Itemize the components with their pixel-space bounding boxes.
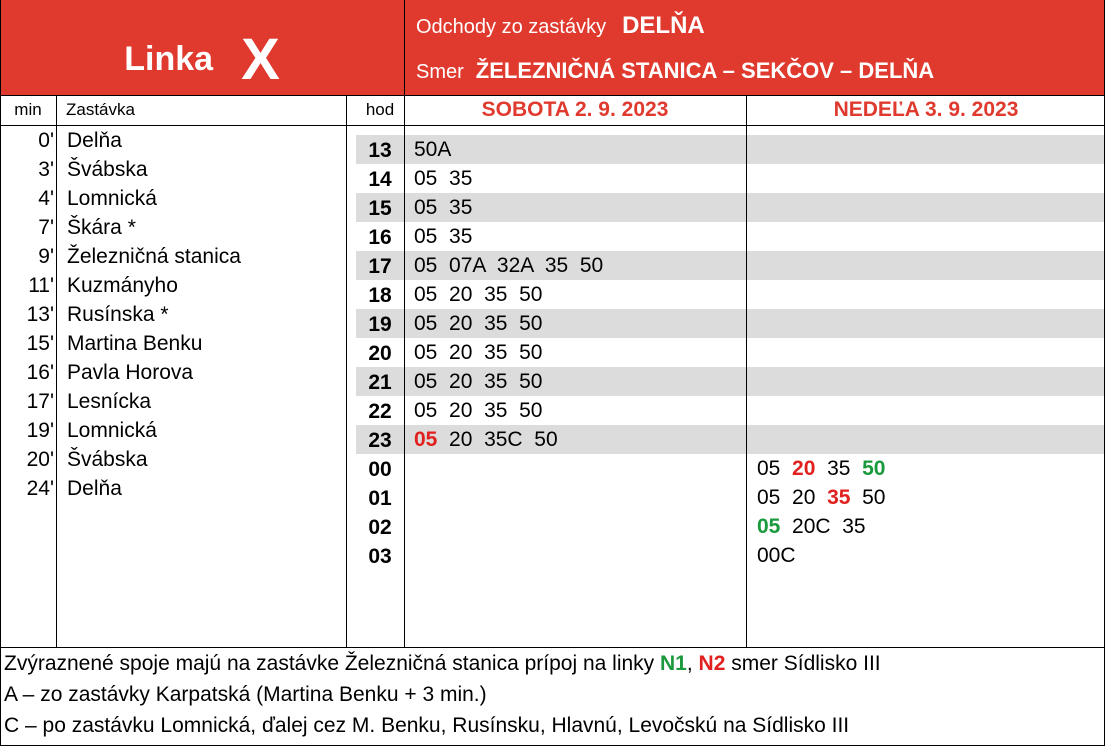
saturday-cell	[404, 396, 746, 425]
line-n2-label: N2	[698, 652, 726, 675]
departure-minute: 20	[792, 457, 816, 480]
sunday-departures	[757, 544, 796, 568]
departure-minute: 20C	[792, 515, 831, 538]
sunday-cell	[747, 309, 1105, 338]
stop-name: Švábska	[67, 448, 148, 471]
departure-minute: 50	[519, 341, 543, 364]
footnote-connections-direction: smer Sídlisko III	[725, 652, 881, 675]
departure-minute: 35	[449, 167, 473, 190]
departure-minute: 35	[484, 399, 508, 422]
rule-min-column	[56, 95, 57, 647]
stop-row	[0, 445, 346, 474]
saturday-cell	[404, 338, 746, 367]
departure-minute: 35	[484, 370, 508, 393]
departure-minute: 35	[827, 457, 851, 480]
saturday-departures	[414, 370, 542, 394]
hour-label: 03	[368, 545, 392, 568]
hour-label: 19	[356, 309, 404, 338]
stop-name: Pavla Horova	[67, 361, 194, 384]
rule-table-bottom	[0, 647, 1105, 648]
saturday-cell	[404, 135, 746, 164]
departure-minute: 20	[792, 486, 816, 509]
departure-minute: 05	[757, 486, 781, 509]
saturday-cell	[404, 164, 746, 193]
departure-minute: 05	[414, 312, 438, 335]
line-label: Linka	[124, 40, 214, 78]
stop-row	[0, 126, 346, 155]
departure-minute: 35	[827, 486, 851, 509]
departure-minute: 50	[519, 399, 543, 422]
sunday-cell	[747, 483, 1105, 512]
departure-minute: 05	[757, 457, 781, 480]
stop-name: Švábska	[67, 158, 148, 181]
saturday-departures	[414, 138, 451, 162]
schedule-row	[356, 280, 1105, 309]
saturday-departures	[414, 225, 472, 249]
stop-row	[0, 387, 346, 416]
sunday-cell	[747, 135, 1105, 164]
line-n1-label: N1	[660, 652, 687, 675]
departure-minute: 35C	[484, 428, 523, 451]
saturday-departures	[414, 341, 542, 365]
departure-minute: 05	[757, 515, 781, 538]
stop-row	[0, 271, 346, 300]
hour-label: 23	[356, 425, 404, 454]
hour-label: 22	[368, 400, 392, 423]
departure-minute: 05	[414, 167, 438, 190]
stop-row	[0, 416, 346, 445]
departures-label: Odchody zo zastávky	[416, 16, 607, 38]
departure-minute: 50	[519, 283, 543, 306]
sunday-cell	[747, 338, 1105, 367]
stop-minutes: 3'	[38, 158, 54, 181]
departure-minute: 20	[449, 312, 473, 335]
stop-minutes: 24'	[26, 477, 54, 500]
stop-name: Lomnická	[67, 187, 157, 210]
departure-minute: 50	[534, 428, 558, 451]
stop-row	[0, 300, 346, 329]
departure-minute: 07A	[449, 254, 486, 277]
stop-row	[0, 329, 346, 358]
departure-minute: 05	[414, 254, 438, 277]
stop-minutes: 9'	[38, 245, 54, 268]
departure-minute: 05	[414, 225, 438, 248]
schedule-row	[356, 251, 1105, 280]
departure-minute: 35	[484, 341, 508, 364]
stop-minutes: 16'	[26, 361, 54, 384]
saturday-departures	[414, 167, 472, 191]
stop-name: Martina Benku	[67, 332, 203, 355]
stop-minutes: 11'	[28, 274, 54, 297]
stop-row	[0, 242, 346, 271]
saturday-cell	[404, 251, 746, 280]
sunday-cell	[747, 222, 1105, 251]
departures-line	[416, 12, 705, 40]
sunday-cell	[747, 367, 1105, 396]
stop-name: Rusínska *	[67, 303, 169, 326]
departure-minute: 00C	[757, 544, 796, 567]
saturday-cell	[404, 280, 746, 309]
saturday-departures	[414, 428, 558, 452]
departure-minute: 05	[414, 196, 438, 219]
saturday-cell	[404, 193, 746, 222]
schedule-row	[356, 454, 1105, 483]
stop-row	[0, 184, 346, 213]
direction-label: Smer	[416, 61, 464, 83]
sunday-cell	[747, 251, 1105, 280]
footnote-a: A – zo zastávky Karpatská (Martina Benku + 3 min.)	[4, 683, 487, 706]
hour-label: 13	[356, 135, 404, 164]
departure-minute: 05	[414, 370, 438, 393]
departure-minute: 35	[449, 196, 473, 219]
sunday-cell	[747, 164, 1105, 193]
hour-label: 17	[356, 251, 404, 280]
stop-header	[404, 0, 1105, 95]
hour-label: 20	[368, 342, 392, 365]
line-header	[0, 0, 404, 95]
sunday-cell	[747, 541, 1105, 570]
departure-minute: 35	[449, 225, 473, 248]
departure-minute: 05	[414, 428, 438, 451]
departure-minute: 35	[544, 254, 569, 277]
stop-name: Delňa	[67, 129, 122, 152]
hour-label: 01	[368, 487, 392, 510]
saturday-cell	[404, 367, 746, 396]
line-title	[0, 26, 404, 93]
departure-minute: 50	[519, 370, 543, 393]
saturday-departures	[414, 196, 472, 220]
stop-row	[0, 213, 346, 242]
sunday-cell	[747, 425, 1105, 454]
departure-minute: 50	[579, 254, 604, 277]
rule-stop-column	[346, 95, 347, 647]
direction-line	[416, 58, 934, 84]
schedule-row	[356, 483, 1105, 512]
departure-minute: 35	[484, 283, 508, 306]
hour-label: 15	[356, 193, 404, 222]
departure-minute: 32A	[496, 254, 534, 277]
column-header-stop: Zastávka	[66, 100, 135, 119]
rule-hour-column	[404, 0, 405, 647]
column-header-sunday: NEDEĽA 3. 9. 2023	[833, 98, 1019, 121]
stop-row	[0, 474, 346, 503]
schedule-row	[356, 338, 1105, 367]
saturday-departures	[414, 399, 542, 423]
rule-day-divider	[746, 95, 747, 647]
stop-minutes: 7'	[38, 216, 54, 239]
departure-minute: 20	[449, 370, 473, 393]
saturday-cell	[404, 309, 746, 338]
stop-minutes: 0'	[38, 129, 54, 152]
stop-name: Lesnícka	[67, 390, 152, 413]
saturday-cell	[404, 512, 746, 541]
departure-minute: 50	[862, 457, 886, 480]
schedule-row	[356, 309, 1105, 338]
stop-row	[0, 358, 346, 387]
stop-minutes: 4'	[38, 187, 54, 210]
stop-minutes: 19'	[26, 419, 54, 442]
saturday-cell	[404, 222, 746, 251]
sunday-departures	[757, 515, 866, 539]
rule-columns-bottom	[0, 125, 1105, 126]
hour-label: 00	[368, 458, 392, 481]
stop-row	[0, 155, 346, 184]
departure-minute: 05	[414, 399, 438, 422]
sunday-cell	[747, 396, 1105, 425]
schedule-row	[356, 164, 1105, 193]
schedule-row	[356, 512, 1105, 541]
hour-label: 14	[368, 168, 392, 191]
line-number: X	[241, 27, 280, 92]
hour-label: 21	[356, 367, 404, 396]
departure-minute: 50	[862, 486, 886, 509]
departure-minute: 50A	[414, 138, 452, 161]
saturday-departures	[414, 254, 603, 278]
stop-name: Lomnická	[67, 419, 157, 442]
departure-minute: 20	[449, 341, 473, 364]
footnote-separator: ,	[686, 652, 699, 675]
departure-minute: 50	[519, 312, 543, 335]
schedule-row	[356, 396, 1105, 425]
saturday-cell	[404, 483, 746, 512]
stop-minutes: 15'	[26, 332, 54, 355]
departure-minute: 20	[449, 428, 473, 451]
footnote-connections	[4, 652, 881, 676]
departure-minute: 20	[449, 399, 473, 422]
departure-minute: 20	[449, 283, 473, 306]
saturday-cell	[404, 541, 746, 570]
column-header-min: min	[14, 100, 42, 119]
hour-label: 02	[368, 516, 392, 539]
schedule-row	[356, 541, 1105, 570]
footnote-c: C – po zastávku Lomnická, ďalej cez M. Benku, Rusínsku, Hlavnú, Levočskú na Sídlisko III	[4, 714, 850, 737]
sunday-cell	[747, 193, 1105, 222]
column-header-saturday: SOBOTA 2. 9. 2023	[481, 98, 669, 121]
sunday-departures	[757, 486, 885, 510]
sunday-cell	[747, 280, 1105, 309]
rule-left-edge	[0, 0, 1, 746]
stop-minutes: 20'	[26, 448, 54, 471]
schedule-row	[356, 222, 1105, 251]
stop-minutes: 13'	[26, 303, 54, 326]
rule-header-bottom	[0, 95, 1105, 96]
stop-minutes: 17'	[26, 390, 54, 413]
schedule-row	[356, 425, 1105, 454]
sunday-departures	[757, 457, 885, 481]
schedule-row	[356, 193, 1105, 222]
departure-minute: 05	[414, 283, 438, 306]
schedule-row	[356, 135, 1105, 164]
stop-name: Škára *	[67, 216, 136, 239]
saturday-departures	[414, 283, 542, 307]
hour-label: 16	[368, 226, 392, 249]
sunday-cell	[747, 512, 1105, 541]
saturday-departures	[414, 312, 542, 336]
stop-name: Kuzmányho	[67, 274, 178, 297]
column-header-hour: hod	[365, 100, 395, 119]
departure-minute: 35	[842, 515, 866, 538]
departure-minute: 05	[414, 341, 438, 364]
saturday-cell	[404, 454, 746, 483]
saturday-cell	[404, 425, 746, 454]
footnote-connections-text: Zvýraznené spoje majú na zastávke Železničná stanica prípoj na linky	[4, 652, 661, 675]
stop-name: Delňa	[67, 477, 122, 500]
sunday-cell	[747, 454, 1105, 483]
direction-text: ŽELEZNIČNÁ STANICA – SEKČOV – DELŇA	[475, 58, 935, 83]
schedule-row	[356, 367, 1105, 396]
departure-minute: 35	[484, 312, 508, 335]
hour-label: 18	[368, 284, 392, 307]
stop-name: Železničná stanica	[67, 245, 241, 268]
stop-name: DELŇA	[622, 12, 705, 39]
